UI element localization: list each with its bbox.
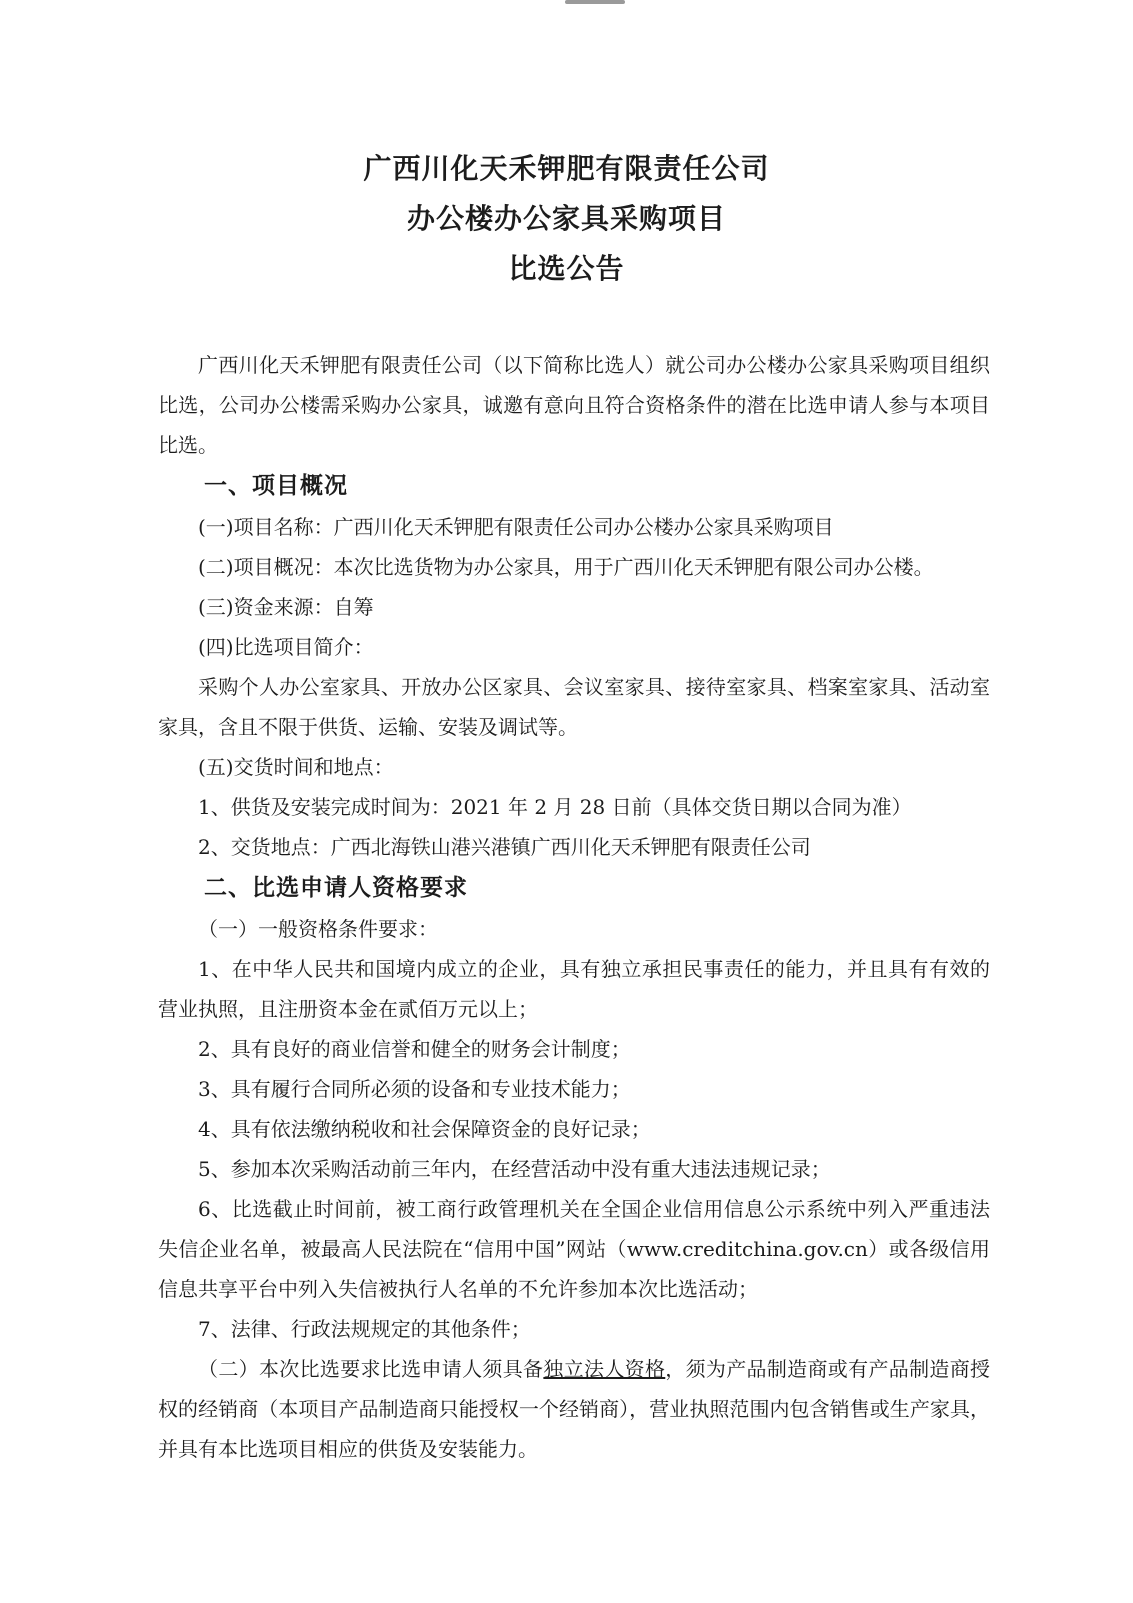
project-intro-text: 采购个人办公室家具、开放办公区家具、会议室家具、接待室家具、档案室家具、活动室家具，含且不限于供货、运输、安装及调试等。 [158, 675, 990, 739]
delivery-location: 2、交货地点：广西北海铁山港兴港镇广西川化天禾钾肥有限责任公司 [198, 835, 811, 859]
requirement-3: 3、具有履行合同所必须的设备和专业技术能力； [198, 1077, 631, 1101]
title-notice: 比选公告 [508, 252, 625, 285]
section-1-heading: 一、项目概况 [204, 472, 348, 499]
requirement-4: 4、具有依法缴纳税收和社会保障资金的良好记录； [198, 1117, 651, 1141]
legal-entity-underlined: 独立法人资格 [543, 1357, 666, 1381]
requirement-5: 5、参加本次采购活动前三年内，在经营活动中没有重大违法违规记录； [198, 1157, 831, 1181]
project-name: (一)项目名称：广西川化天禾钾肥有限责任公司办公楼办公家具采购项目 [198, 515, 834, 539]
project-intro-label: (四)比选项目简介： [198, 635, 374, 659]
general-requirements-label: （一）一般资格条件要求： [198, 917, 438, 941]
requirement-1: 1、在中华人民共和国境内成立的企业，具有独立承担民事责任的能力，并且具有有效的营业执照，且注册资本金在贰佰万元以上； [158, 957, 990, 1021]
intro-paragraph: 广西川化天禾钾肥有限责任公司（以下简称比选人）就公司办公楼办公家具采购项目组织比选，公司办公楼需采购办公家具，诚邀有意向且符合资格条件的潜在比选申请人参与本项目比选。 [158, 353, 990, 457]
document-body [158, 345, 990, 1469]
title-company: 广西川化天禾钾肥有限责任公司 [363, 152, 770, 185]
requirement-6: 6、比选截止时间前，被工商行政管理机关在全国企业信用信息公示系统中列入严重违法失信企业名单，被最高人民法院在“信用中国”网站（www.creditchina.gov.cn）或各级信用信息共享平台中列入失信被执行人名单的不允许参加本次比选活动； [158, 1197, 990, 1301]
legal-entity-requirement [158, 1349, 990, 1469]
requirement-2: 2、具有良好的商业信誉和健全的财务会计制度； [198, 1037, 631, 1061]
title-project: 办公楼办公家具采购项目 [406, 202, 726, 235]
delivery-label: (五)交货时间和地点： [198, 755, 394, 779]
requirement-7: 7、法律、行政法规规定的其他条件； [198, 1317, 531, 1341]
section-2-heading: 二、比选申请人资格要求 [204, 874, 468, 901]
legal-entity-text-before: （二）本次比选要求比选申请人须具备 [198, 1357, 544, 1381]
project-overview: (二)项目概况：本次比选货物为办公家具，用于广西川化天禾钾肥有限公司办公楼。 [198, 555, 934, 579]
funding-source: (三)资金来源：自筹 [198, 595, 374, 619]
scan-mark [565, 0, 625, 4]
delivery-time: 1、供货及安装完成时间为：2021 年 2 月 28 日前（具体交货日期以合同为准） [198, 795, 912, 819]
legal-entity-text-after: ，须为产品制造商或有产品制造商授权的经销商（本项目产品制造商只能授权一个经销商），营业执照范围内包含销售或生产家具，并具有本比选项目相应的供货及安装能力。 [158, 1357, 991, 1461]
document-title [0, 144, 1133, 294]
